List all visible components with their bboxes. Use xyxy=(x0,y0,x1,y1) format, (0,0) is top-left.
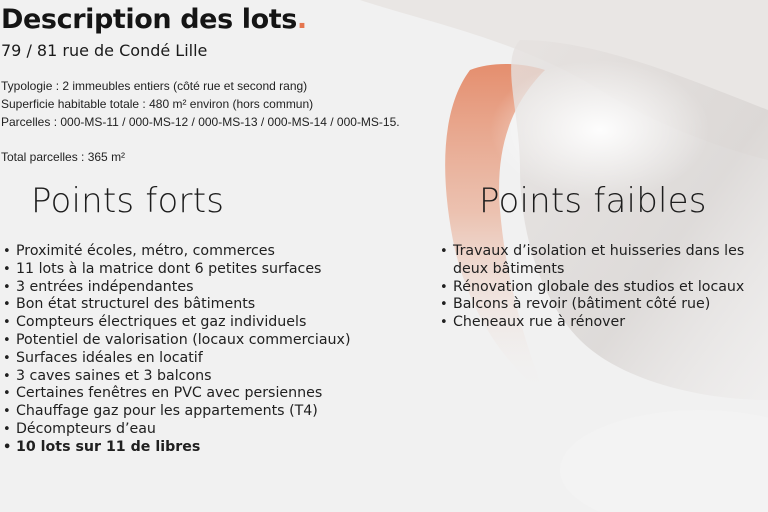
page-title-text: Description des lots xyxy=(1,4,297,35)
list-item: • Cheneaux rue à rénover xyxy=(440,314,766,332)
list-item: • 11 lots à la matrice dont 6 petites surfaces xyxy=(3,261,350,279)
info-typologie: Typologie : 2 immeubles entiers (côté rue et second rang) xyxy=(1,79,308,93)
points-forts-list xyxy=(3,243,350,457)
list-item: • Chauffage gaz pour les appartements (T4) xyxy=(3,403,350,421)
page-title xyxy=(1,3,307,37)
property-address: 79 / 81 rue de Condé Lille xyxy=(1,41,208,60)
info-parcelles: Parcelles : 000-MS-11 / 000-MS-12 / 000-MS-13 / 000-MS-14 / 000-MS-15. xyxy=(1,115,400,129)
list-item: • Surfaces idéales en locatif xyxy=(3,350,350,368)
list-item: • Rénovation globale des studios et locaux xyxy=(440,279,766,297)
title-accent-dot: . xyxy=(296,4,307,35)
list-item: • Certaines fenêtres en PVC avec persiennes xyxy=(3,385,350,403)
points-forts-heading: Points forts xyxy=(31,181,225,221)
points-faibles-heading: Points faibles xyxy=(479,181,707,221)
list-item: • Proximité écoles, métro, commerces xyxy=(3,243,350,261)
list-item: • 3 caves saines et 3 balcons xyxy=(3,368,350,386)
info-superficie: Superficie habitable totale : 480 m² environ (hors commun) xyxy=(1,97,314,111)
points-faibles-list xyxy=(440,243,766,332)
list-item-highlight: • 10 lots sur 11 de libres xyxy=(3,439,350,457)
list-item: • Décompteurs d’eau xyxy=(3,421,350,439)
list-item: • 3 entrées indépendantes xyxy=(3,279,350,297)
list-item: • Travaux d’isolation et huisseries dans les deux bâtiments xyxy=(440,243,766,279)
list-item: • Balcons à revoir (bâtiment côté rue) xyxy=(440,296,766,314)
list-item: • Compteurs électriques et gaz individuels xyxy=(3,314,350,332)
info-total-parcelles: Total parcelles : 365 m² xyxy=(1,150,126,164)
list-item: • Potentiel de valorisation (locaux commerciaux) xyxy=(3,332,350,350)
list-item: • Bon état structurel des bâtiments xyxy=(3,296,350,314)
